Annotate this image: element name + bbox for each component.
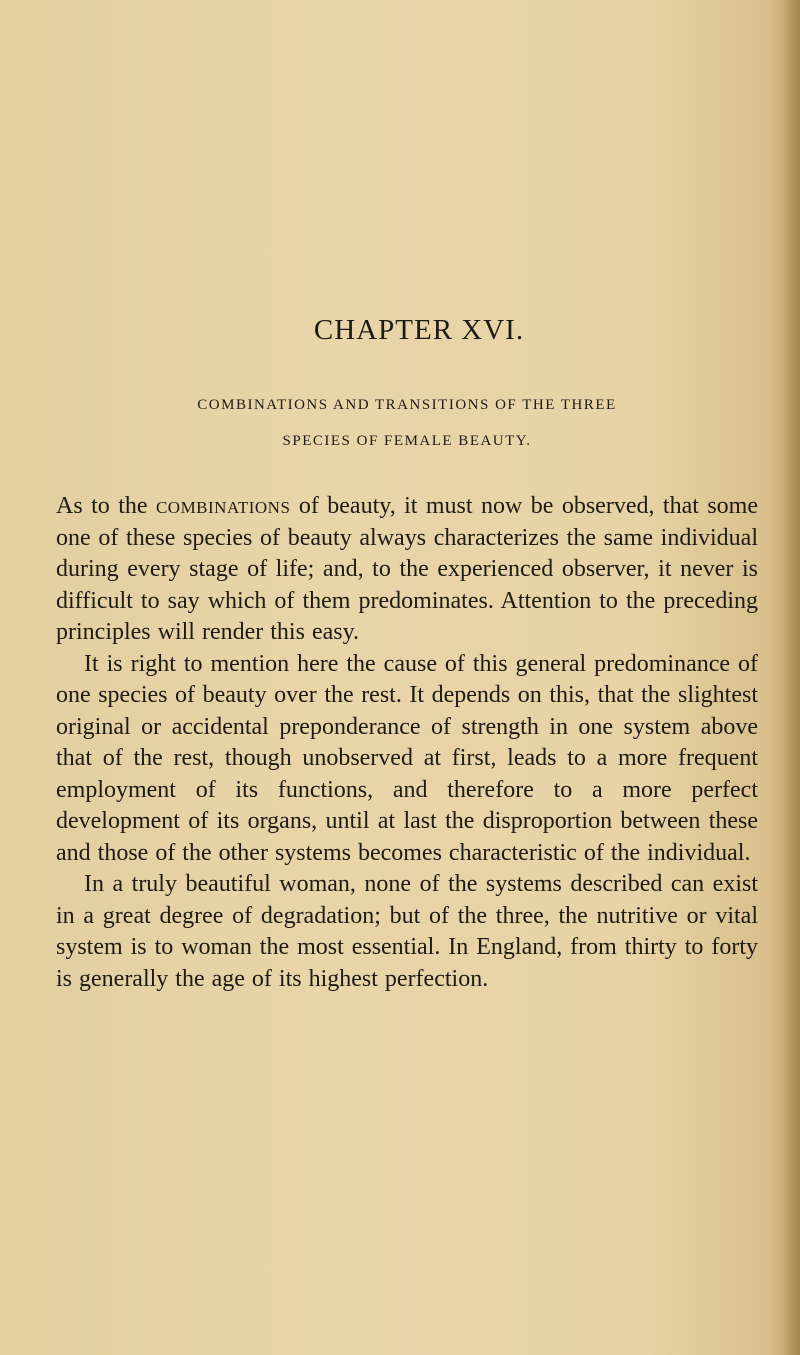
paragraph-3-text: In a truly beautiful woman, none of the systems described can exist in a great degree of degradation; but of the three, the nutritive or vital system is to woman the most essential. In England, from thirty to forty is generally the age of its highest perfection. bbox=[56, 871, 758, 992]
chapter-subtitle bbox=[56, 387, 758, 459]
paragraph-3 bbox=[56, 869, 758, 995]
paragraph-1-rest: of beauty, it must now be observed, that some one of these species of beauty always characterizes the same individual during every stage of life; and, to the experienced observer, it never is difficult to say which of them predominates. Attention to the preceding principles will render this easy. bbox=[56, 493, 758, 645]
paragraph-1-smallcaps: combinations bbox=[155, 493, 291, 519]
subtitle-line-1: COMBINATIONS AND TRANSITIONS OF THE THREE bbox=[197, 397, 617, 413]
page-edge-stain bbox=[782, 0, 800, 1355]
chapter-body bbox=[56, 491, 758, 995]
paragraph-1 bbox=[56, 491, 758, 649]
chapter-heading: CHAPTER XVI. bbox=[313, 314, 525, 346]
subtitle-line-2: SPECIES OF FEMALE BEAUTY. bbox=[282, 433, 532, 449]
paragraph-2 bbox=[56, 649, 758, 870]
paragraph-1-start: As to the bbox=[56, 493, 156, 519]
paragraph-2-text: It is right to mention here the cause of this general predominance of one species of beauty over the rest. It depends on this, that the slightest original or accidental preponderance of strength in one system above that of the rest, though unobserved at first, leads to a more frequent employment of its functions, and therefore to a more perfect development of its organs, until at last the disproportion between these and those of the other systems becomes characteristic of the individual. bbox=[56, 650, 758, 866]
book-page bbox=[56, 314, 758, 995]
